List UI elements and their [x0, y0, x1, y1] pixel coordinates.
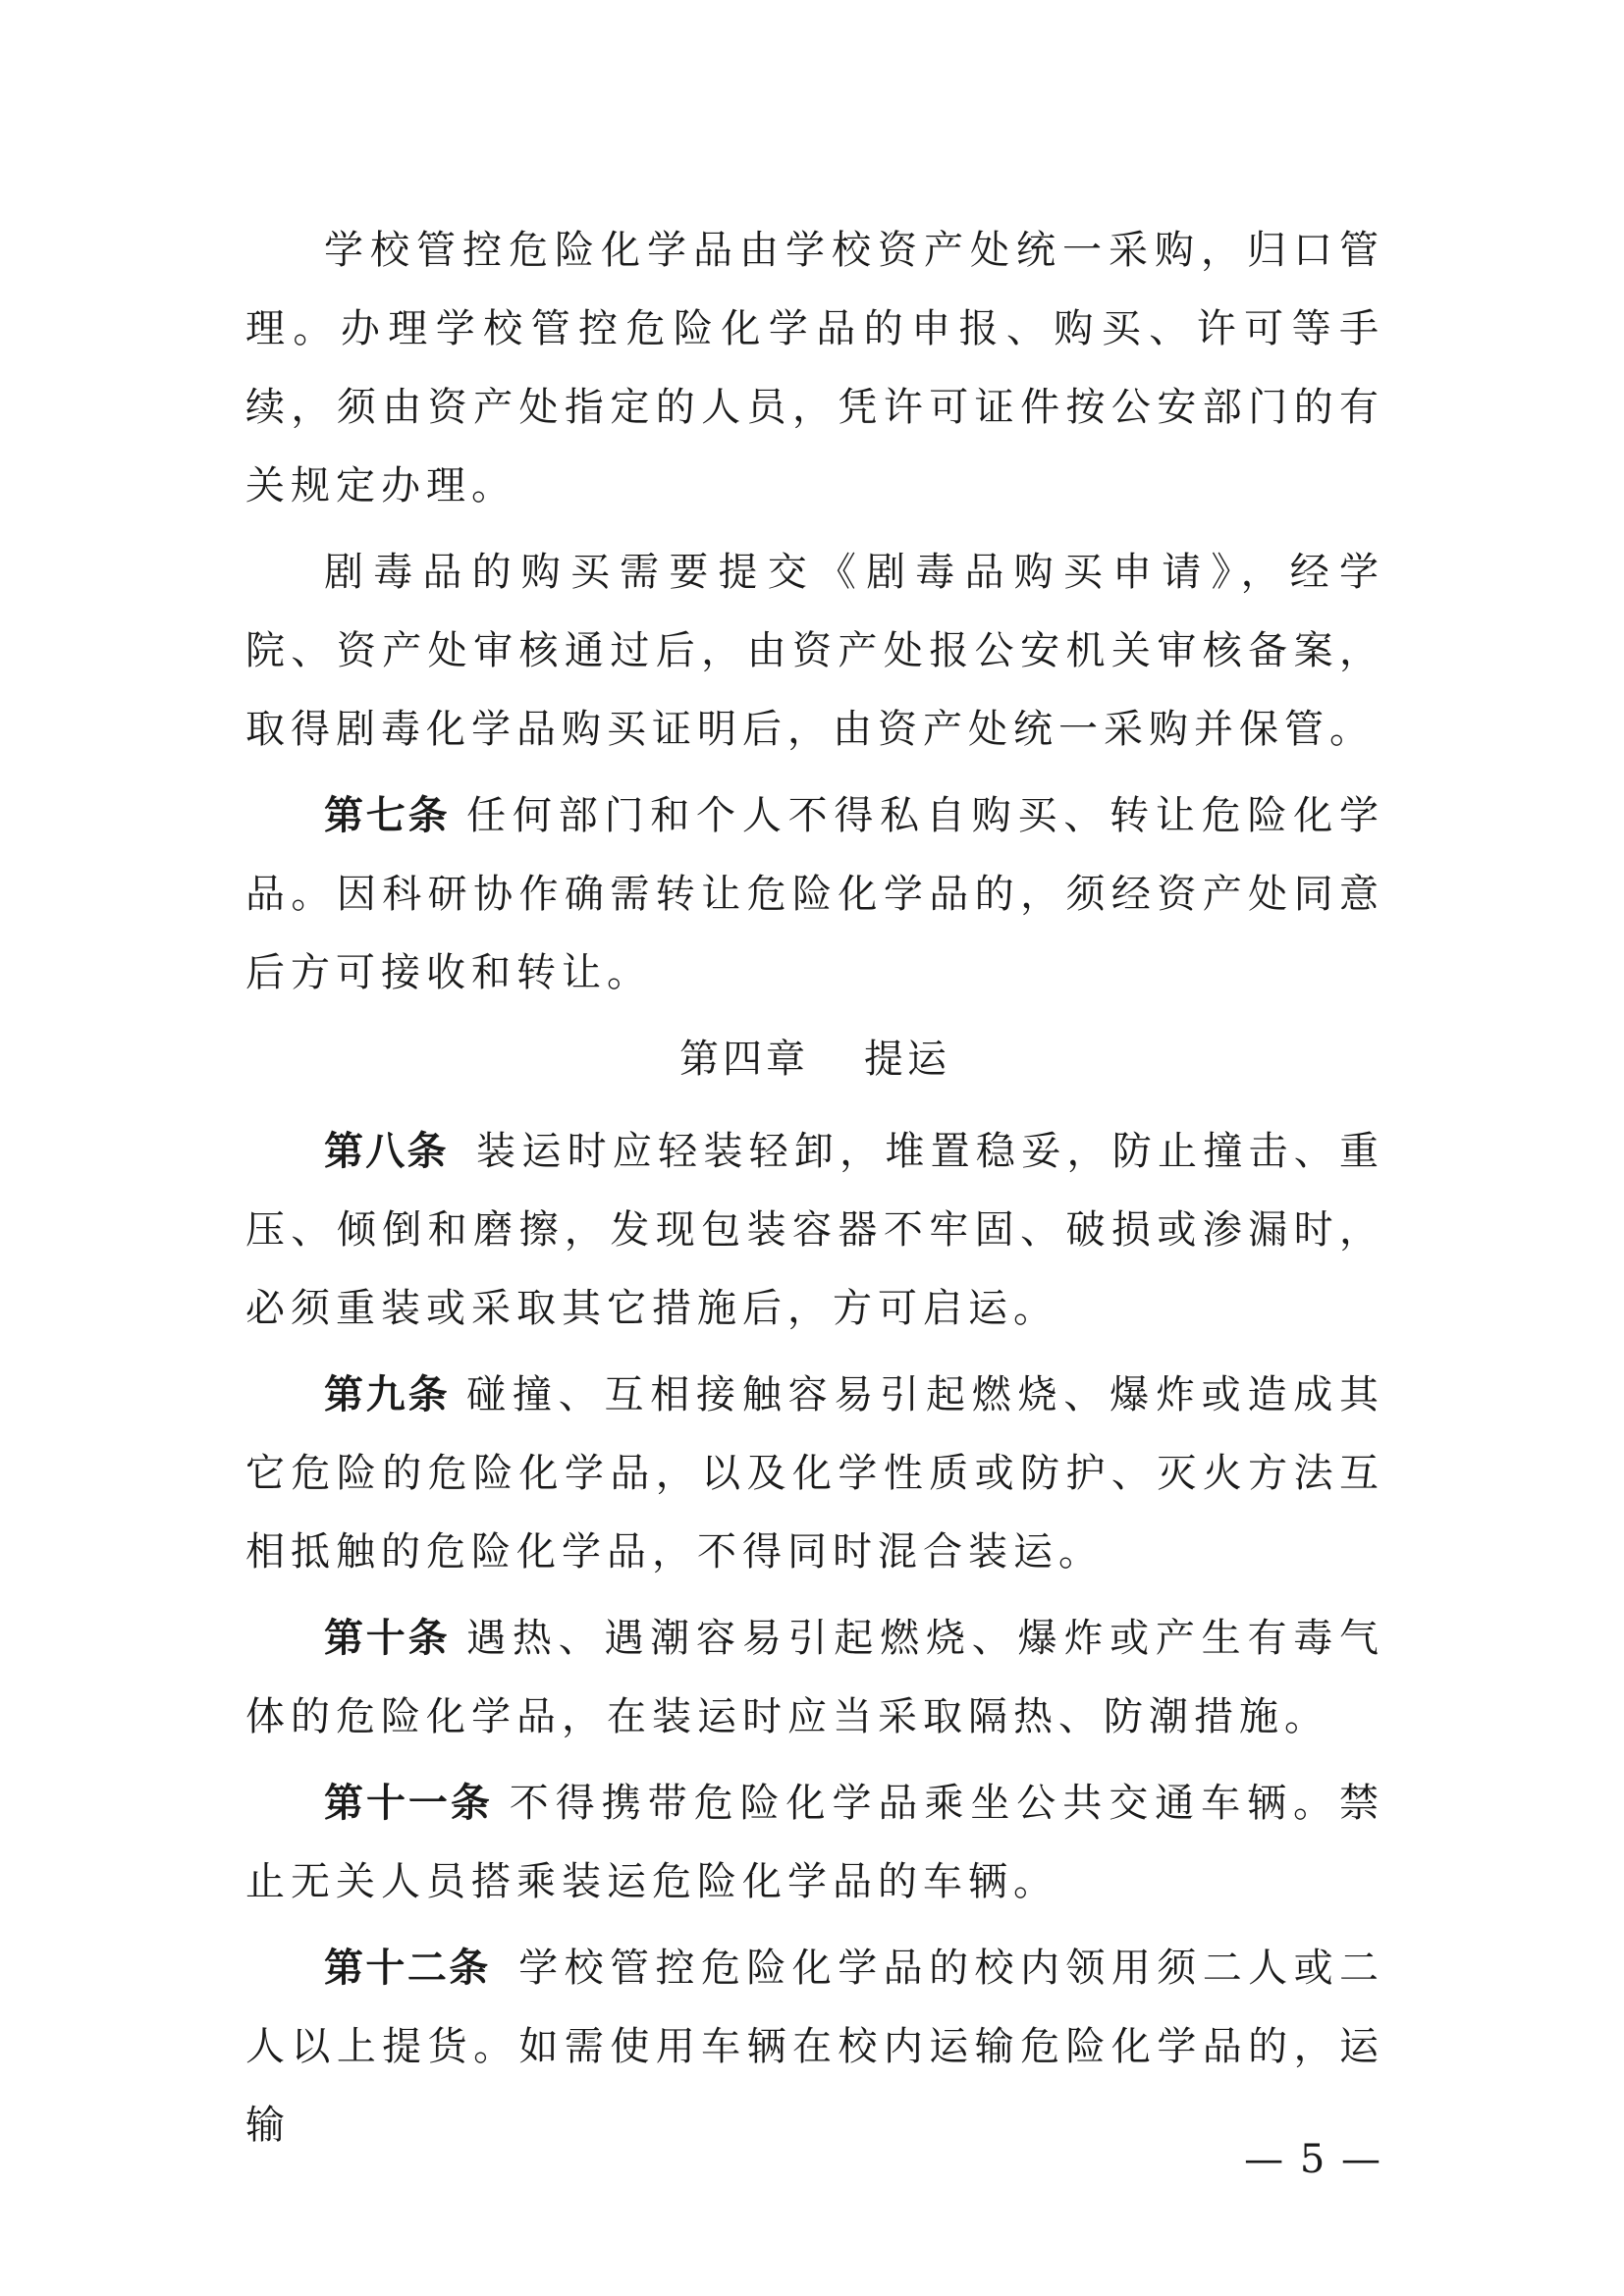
article-title: 第十一条 — [324, 1781, 493, 1826]
article-8 — [245, 1112, 1384, 1348]
article-title: 第九条 — [324, 1372, 451, 1417]
article-title: 第十二条 — [324, 1946, 491, 1991]
paragraph-text: 剧毒品的购买需要提交《剧毒品购买申请》，经学院、资产处审核通过后，由资产处报公安机关审核备案，取得剧毒化学品购买证明后，由资产处统一采购并保管。 — [245, 550, 1384, 752]
article-text: 遇热、遇潮容易引起燃烧、爆炸或产生有毒气体的危险化学品，在装运时应当采取隔热、防潮措施。 — [245, 1616, 1385, 1739]
article-12 — [245, 1929, 1384, 2164]
article-11 — [245, 1764, 1384, 1921]
article-title: 第八条 — [324, 1129, 449, 1174]
article-text: 不得携带危险化学品乘坐公共交通车辆。禁止无关人员搭乘装运危险化学品的车辆。 — [245, 1781, 1385, 1904]
page-number: — 5 — — [1244, 2137, 1382, 2182]
article-7 — [245, 776, 1384, 1012]
paragraph-procurement — [245, 211, 1384, 525]
chapter-number: 第四章 — [679, 1037, 809, 1082]
article-10 — [245, 1599, 1384, 1756]
article-text: 碰撞、互相接触容易引起燃烧、爆炸或造成其它危险的危险化学品，以及化学性质或防护、灭火方法互相抵触的危险化学品，不得同时混合装运。 — [245, 1372, 1385, 1575]
paragraph-text: 学校管控危险化学品由学校资产处统一采购，归口管理。办理学校管控危险化学品的申报、购买、许可等手续，须由资产处指定的人员，凭许可证件按公安部门的有关规定办理。 — [245, 228, 1384, 508]
document-body — [245, 211, 1384, 2172]
article-text: 学校管控危险化学品的校内领用须二人或二人以上提货。如需使用车辆在校内运输危险化学品的，运输 — [245, 1946, 1385, 2148]
article-text: 任何部门和个人不得私自购买、转让危险化学品。因科研协作确需转让危险化学品的，须经资产处同意后方可接收和转让。 — [245, 793, 1385, 995]
article-9 — [245, 1356, 1384, 1591]
chapter-heading — [245, 1020, 1384, 1098]
chapter-name: 提运 — [864, 1037, 950, 1082]
article-text: 装运时应轻装轻卸，堆置稳妥，防止撞击、重压、倾倒和磨擦，发现包装容器不牢固、破损或渗漏时，必须重装或采取其它措施后，方可启运。 — [245, 1129, 1385, 1331]
paragraph-toxic-purchase — [245, 533, 1384, 769]
article-title: 第十条 — [324, 1616, 451, 1661]
article-title: 第七条 — [324, 793, 451, 838]
